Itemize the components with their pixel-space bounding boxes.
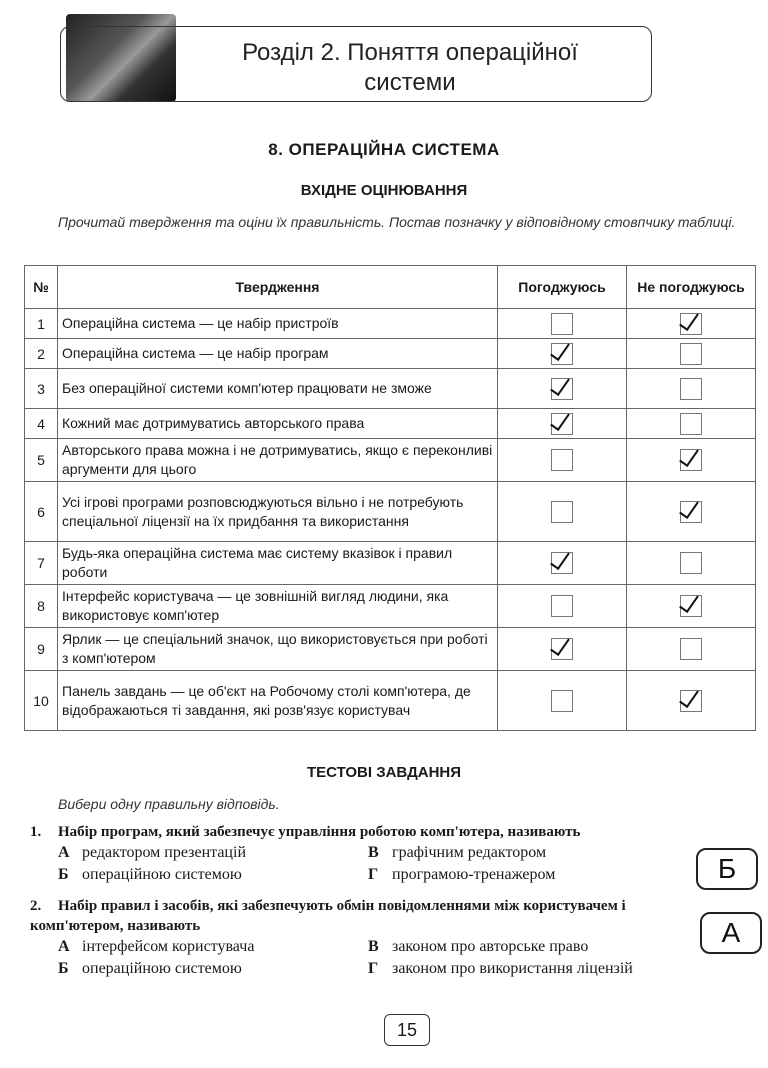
- agree-checkbox[interactable]: [551, 413, 573, 435]
- option-g[interactable]: Г законом про використання ліцензій: [368, 960, 633, 977]
- option-a[interactable]: А інтерфейсом користувача: [58, 938, 255, 955]
- disagree-checkbox[interactable]: [680, 638, 702, 660]
- row-number: 3: [25, 369, 58, 409]
- header-num: №: [25, 266, 58, 309]
- row-number: 5: [25, 439, 58, 482]
- disagree-checkbox[interactable]: [680, 343, 702, 365]
- row-statement: Авторського права можна і не дотримуватись, якщо є переконливі аргументи для цього: [58, 439, 498, 482]
- row-number: 9: [25, 628, 58, 671]
- agree-checkbox[interactable]: [551, 552, 573, 574]
- agree-cell: [498, 309, 627, 339]
- disagree-cell: [627, 339, 756, 369]
- disagree-cell: [627, 309, 756, 339]
- row-statement: Усі ігрові програми розповсюджуються вільно і не потребують спеціальної ліцензії на їх придбання та використання: [58, 482, 498, 542]
- agree-cell: [498, 439, 627, 482]
- page-number: 15: [384, 1014, 430, 1046]
- disagree-cell: [627, 671, 756, 731]
- answer-box-2[interactable]: А: [700, 912, 762, 954]
- row-number: 8: [25, 585, 58, 628]
- header-agree: Погоджуюсь: [498, 266, 627, 309]
- option-b[interactable]: Б операційною системою: [58, 866, 242, 883]
- entry-instruction: Прочитай твердження та оціни їх правильність. Постав позначку у відповідному стовпчику таблиці.: [58, 214, 736, 230]
- disagree-checkbox[interactable]: [680, 690, 702, 712]
- answer-box-1[interactable]: Б: [696, 848, 758, 890]
- question-text: Набір правил і засобів, які забезпечують обмін повідомленнями між користувачем і комп'ютером, називають: [30, 898, 626, 934]
- option-v[interactable]: В законом про авторське право: [368, 938, 589, 955]
- agree-checkbox[interactable]: [551, 449, 573, 471]
- option-v[interactable]: В графічним редактором: [368, 844, 547, 861]
- chapter-title: Розділ 2. Поняття операційної системи: [242, 39, 578, 96]
- disagree-checkbox[interactable]: [680, 449, 702, 471]
- disagree-cell: [627, 482, 756, 542]
- agree-cell: [498, 671, 627, 731]
- row-number: 10: [25, 671, 58, 731]
- disagree-cell: [627, 542, 756, 585]
- agree-cell: [498, 369, 627, 409]
- agree-checkbox[interactable]: [551, 313, 573, 335]
- row-statement: Панель завдань — це об'єкт на Робочому столі комп'ютера, де відображаються ті завдання, які розв'язує користувач: [58, 671, 498, 731]
- agree-cell: [498, 628, 627, 671]
- agree-checkbox[interactable]: [551, 343, 573, 365]
- table-row: [25, 409, 756, 439]
- disagree-checkbox[interactable]: [680, 501, 702, 523]
- table-row: [25, 628, 756, 671]
- table-row: [25, 671, 756, 731]
- statements-table: [24, 265, 756, 731]
- table-header-row: [25, 266, 756, 309]
- row-number: 4: [25, 409, 58, 439]
- question-text: Набір програм, який забезпечує управління роботою комп'ютера, називають: [58, 824, 581, 840]
- agree-cell: [498, 482, 627, 542]
- row-statement: Ярлик — це спеціальний значок, що використовується при роботі з комп'ютером: [58, 628, 498, 671]
- disagree-cell: [627, 439, 756, 482]
- disagree-checkbox[interactable]: [680, 413, 702, 435]
- row-number: 6: [25, 482, 58, 542]
- table-row: [25, 439, 756, 482]
- disagree-checkbox[interactable]: [680, 378, 702, 400]
- agree-checkbox[interactable]: [551, 378, 573, 400]
- agree-cell: [498, 542, 627, 585]
- row-statement: Кожний має дотримуватись авторського права: [58, 409, 498, 439]
- agree-cell: [498, 339, 627, 369]
- table-row: [25, 542, 756, 585]
- agree-checkbox[interactable]: [551, 501, 573, 523]
- row-number: 2: [25, 339, 58, 369]
- disagree-cell: [627, 409, 756, 439]
- tests-title: ТЕСТОВІ ЗАВДАННЯ: [306, 764, 462, 781]
- tests-instruction: Вибери одну правильну відповідь.: [58, 796, 280, 812]
- table-row: [25, 482, 756, 542]
- question-number: 1.: [30, 824, 42, 840]
- header-statement: Твердження: [58, 266, 498, 309]
- section-title: 8. ОПЕРАЦІЙНА СИСТЕМА: [268, 140, 500, 159]
- row-statement: Інтерфейс користувача — це зовнішній вигляд людини, яка використовує комп'ютер: [58, 585, 498, 628]
- table-row: [25, 339, 756, 369]
- option-b[interactable]: Б операційною системою: [58, 960, 242, 977]
- question-number: 2.: [30, 898, 42, 914]
- row-statement: Будь-яка операційна система має систему вказівок і правил роботи: [58, 542, 498, 585]
- row-statement: Операційна система — це набір програм: [58, 339, 498, 369]
- entry-assessment-title: ВХІДНЕ ОЦІНЮВАННЯ: [300, 182, 468, 199]
- disagree-checkbox[interactable]: [680, 595, 702, 617]
- agree-checkbox[interactable]: [551, 690, 573, 712]
- row-statement: Без операційної системи комп'ютер працювати не зможе: [58, 369, 498, 409]
- row-statement: Операційна система — це набір пристроїв: [58, 309, 498, 339]
- agree-checkbox[interactable]: [551, 595, 573, 617]
- question-1: [30, 822, 730, 886]
- option-a[interactable]: А редактором презентацій: [58, 844, 246, 861]
- agree-cell: [498, 585, 627, 628]
- row-number: 1: [25, 309, 58, 339]
- table-row: [25, 369, 756, 409]
- row-number: 7: [25, 542, 58, 585]
- disagree-checkbox[interactable]: [680, 552, 702, 574]
- header-disagree: Не погоджуюсь: [627, 266, 756, 309]
- table-row: [25, 585, 756, 628]
- agree-cell: [498, 409, 627, 439]
- disagree-checkbox[interactable]: [680, 313, 702, 335]
- disagree-cell: [627, 369, 756, 409]
- table-row: [25, 309, 756, 339]
- agree-checkbox[interactable]: [551, 638, 573, 660]
- disagree-cell: [627, 628, 756, 671]
- option-g[interactable]: Г програмою-тренажером: [368, 866, 556, 883]
- question-2: [30, 896, 730, 980]
- disagree-cell: [627, 585, 756, 628]
